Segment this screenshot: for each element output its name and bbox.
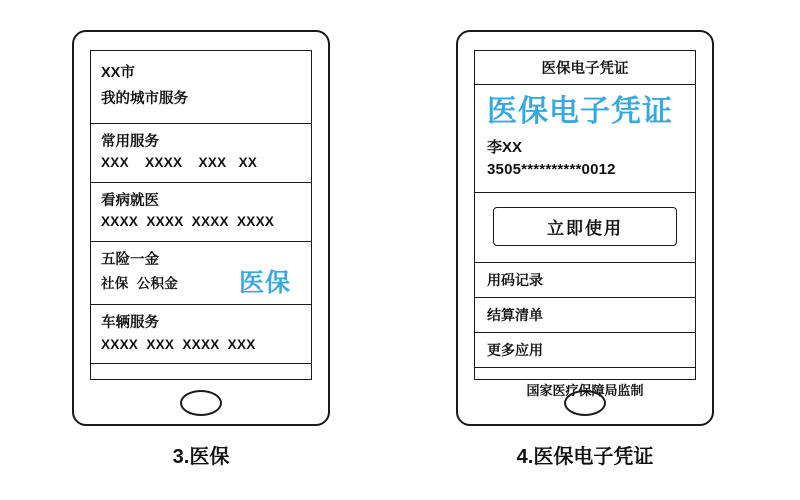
menu-item-settlement-list[interactable]: 结算清单 xyxy=(475,298,695,333)
caption-right: 4.医保电子凭证 xyxy=(516,446,654,468)
ecard-body xyxy=(475,85,695,193)
page-title: 我的城市服务 xyxy=(101,90,188,107)
section-items-insurance[interactable]: 社保 公积金 xyxy=(101,275,179,291)
section-vehicle-services xyxy=(91,305,311,364)
section-items-common[interactable]: XXX XXXX XXX XX xyxy=(101,155,258,171)
yibao-entry-badge[interactable]: 医保 xyxy=(238,269,291,298)
caption-left: 3.医保 xyxy=(172,446,230,468)
section-medical-visit xyxy=(91,183,311,242)
section-title-common: 常用服务 xyxy=(101,133,159,150)
ecard-user-name: 李XX xyxy=(487,138,523,156)
section-items-medical[interactable]: XXXX XXXX XXXX XXXX xyxy=(101,214,275,230)
screen-spacer-left xyxy=(91,364,311,379)
section-title-insurance: 五险一金 xyxy=(101,251,159,268)
screen-city-service xyxy=(90,50,312,380)
menu-item-more-apps[interactable]: 更多应用 xyxy=(475,333,695,368)
section-title-vehicle: 车辆服务 xyxy=(101,315,159,332)
section-items-vehicle[interactable]: XXXX XXX XXXX XXX xyxy=(101,337,256,352)
ecard-card-number: 3505**********0012 xyxy=(487,161,616,178)
phone-mockup-ecard xyxy=(456,30,714,426)
insurance-row xyxy=(101,271,301,296)
ecard-heading: 医保电子凭证 xyxy=(487,95,673,128)
city-label: XX市 xyxy=(101,65,135,81)
city-service-header xyxy=(91,51,311,124)
ecard-footer-note: 国家医疗保障局监制 xyxy=(526,382,644,398)
screen-ecard xyxy=(474,50,696,398)
use-now-button[interactable]: 立即使用 xyxy=(493,207,677,246)
section-insurance-fund xyxy=(91,242,311,306)
ecard-title: 医保电子凭证 xyxy=(475,51,695,85)
section-common-services xyxy=(91,124,311,183)
menu-item-code-records[interactable]: 用码记录 xyxy=(475,263,695,298)
use-button-wrap xyxy=(475,193,695,263)
home-button[interactable] xyxy=(564,390,606,416)
section-title-medical: 看病就医 xyxy=(101,192,159,209)
phone-mockup-city-service xyxy=(72,30,330,426)
home-button[interactable] xyxy=(180,390,222,416)
